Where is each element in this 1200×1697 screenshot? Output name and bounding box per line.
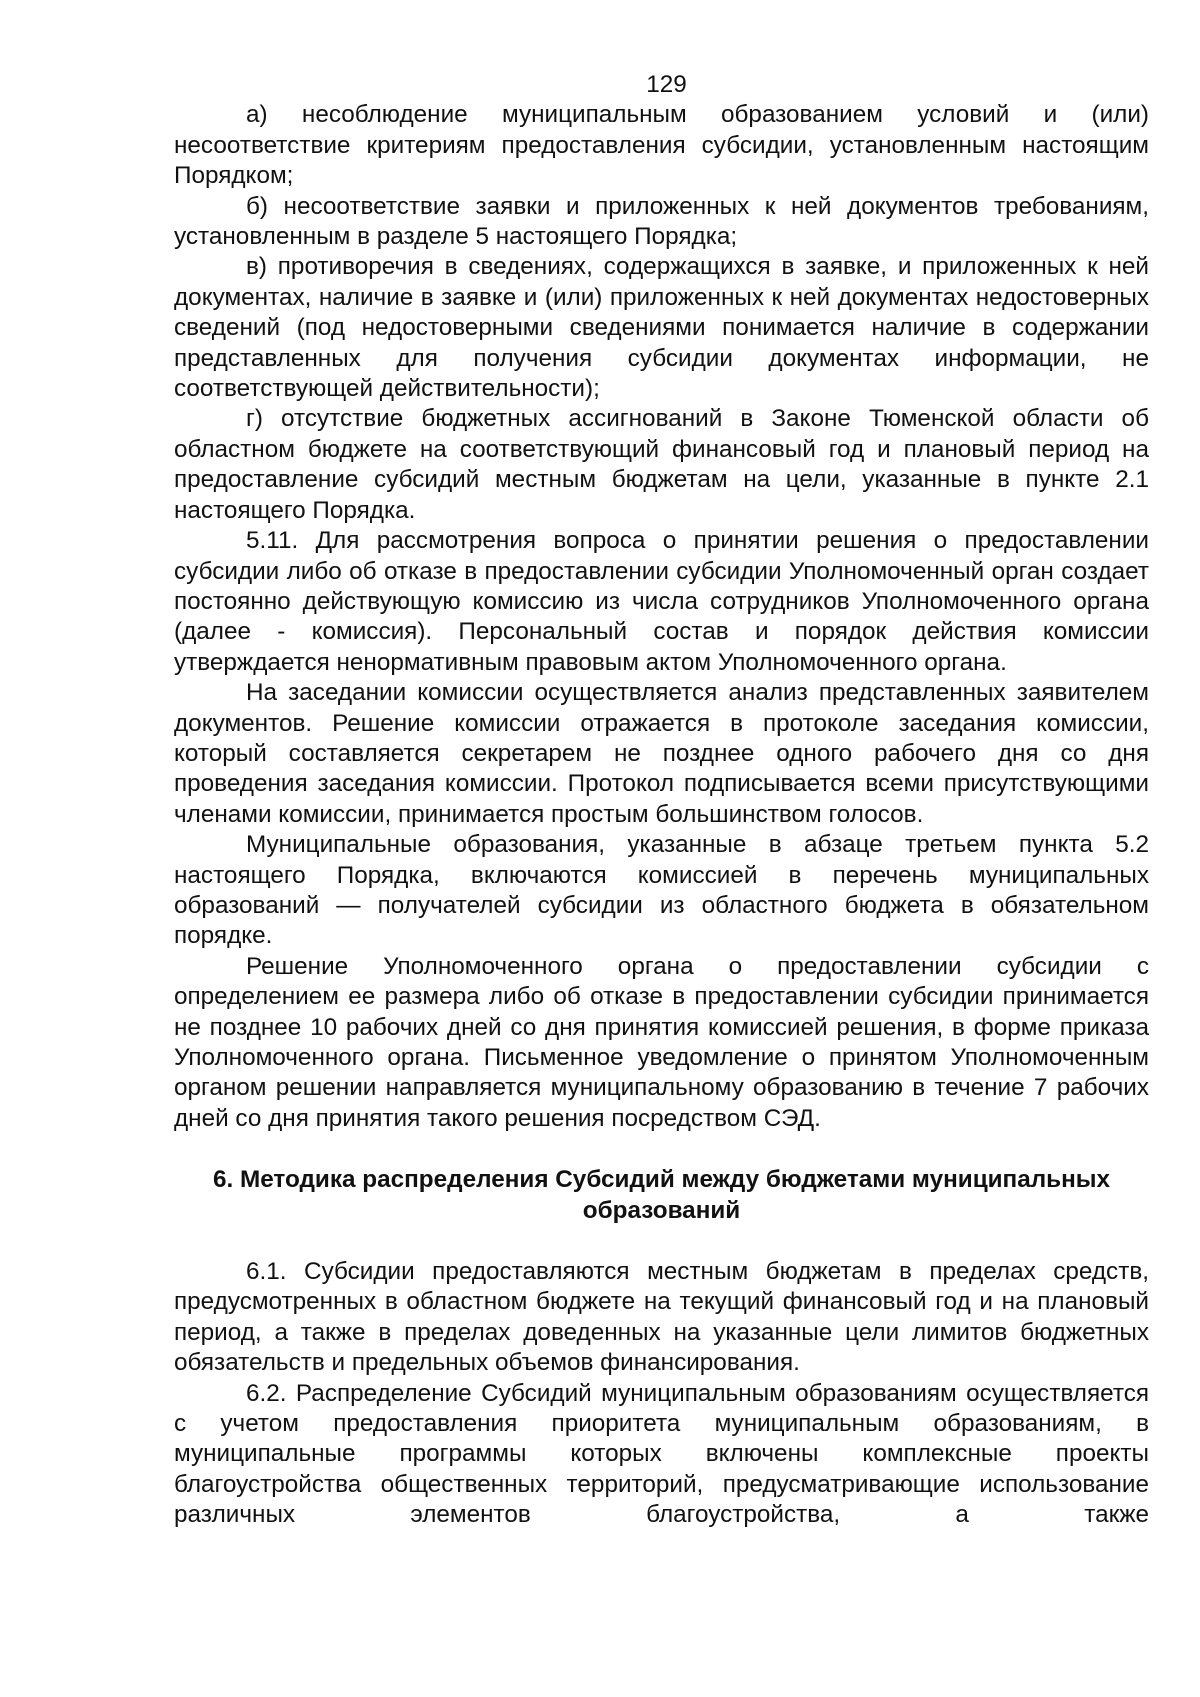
page-number: 129 xyxy=(646,71,687,98)
document-page xyxy=(174,70,1149,1531)
paragraph-commission-meeting: На заседании комиссии осуществляется анализ представленных заявителем документов. Решение комиссии отражается в протоколе заседания комиссии, который составляется секретарем не позднее одного рабочего дня со дня проведения заседания комиссии. Протокол подписывается всеми присутствующими членами комиссии, принимается простым большинством голосов. xyxy=(174,679,1149,828)
paragraph-6-2: 6.2. Распределение Субсидий муниципальным образованиям осуществляется с учетом предоставления приоритета муниципальным образованиям, в муниципальные программы которых включены комплексные проекты благоустройства общественных территорий, предусматривающие использование различных элементов благоустройства, а также xyxy=(174,1379,1149,1529)
paragraph-municipal-entities: Муниципальные образования, указанные в абзаце третьем пункта 5.2 настоящего Порядка, включаются комиссией в перечень муниципальных образований — получателей субсидии из областного бюджета в обязательном порядке. xyxy=(174,831,1149,950)
paragraph-5-11: 5.11. Для рассмотрения вопроса о принятии решения о предоставлении субсидии либо об отказе в предоставлении субсидии Уполномоченный орган создает постоянно действующую комиссию из числа сотрудников Уполномоченного органа (далее - комиссия). Персональный состав и порядок действия комиссии утверждается ненормативным правовым актом Уполномоченного органа. xyxy=(174,527,1149,676)
paragraph-item-g: г) отсутствие бюджетных ассигнований в Законе Тюменской области об областном бюджете на соответствующий финансовый год и плановый период на предоставление субсидий местным бюджетам на цели, указанные в пункте 2.1 настоящего Порядка. xyxy=(174,405,1149,524)
paragraph-item-v: в) противоречия в сведениях, содержащихся в заявке, и приложенных к ней документах, наличие в заявке и (или) приложенных к ней документах недостоверных сведений (под недостоверными сведениями понимается наличие в содержании представленных для получения субсидии документах информации, не соответствующей действительности); xyxy=(174,253,1149,403)
paragraph-item-a: а) несоблюдение муниципальным образованием условий и (или) несоответствие критериям предоставления субсидии, установленным настоящим Порядком; xyxy=(174,101,1149,190)
paragraph-item-b: б) несоответствие заявки и приложенных к ней документов требованиям, установленным в разделе 5 настоящего Порядка; xyxy=(174,192,1149,251)
section-heading: 6. Методика распределения Субсидий между бюджетами муниципальных образований xyxy=(212,1166,1111,1224)
paragraph-6-1: 6.1. Субсидии предоставляются местным бюджетам в пределах средств, предусмотренных в областном бюджете на текущий финансовый год и на плановый период, а также в пределах доведенных на указанные цели лимитов бюджетных обязательств и предельных объемов финансирования. xyxy=(174,1258,1149,1377)
paragraph-decision: Решение Уполномоченного органа о предоставлении субсидии с определением ее размера либо об отказе в предоставлении субсидии принимается не позднее 10 рабочих дней со дня принятия комиссией решения, в форме приказа Уполномоченного органа. Письменное уведомление о принятом Уполномоченным органом решении направляется муниципальному образованию в течение 7 рабочих дней со дня принятия такого решения посредством СЭД. xyxy=(174,952,1149,1132)
